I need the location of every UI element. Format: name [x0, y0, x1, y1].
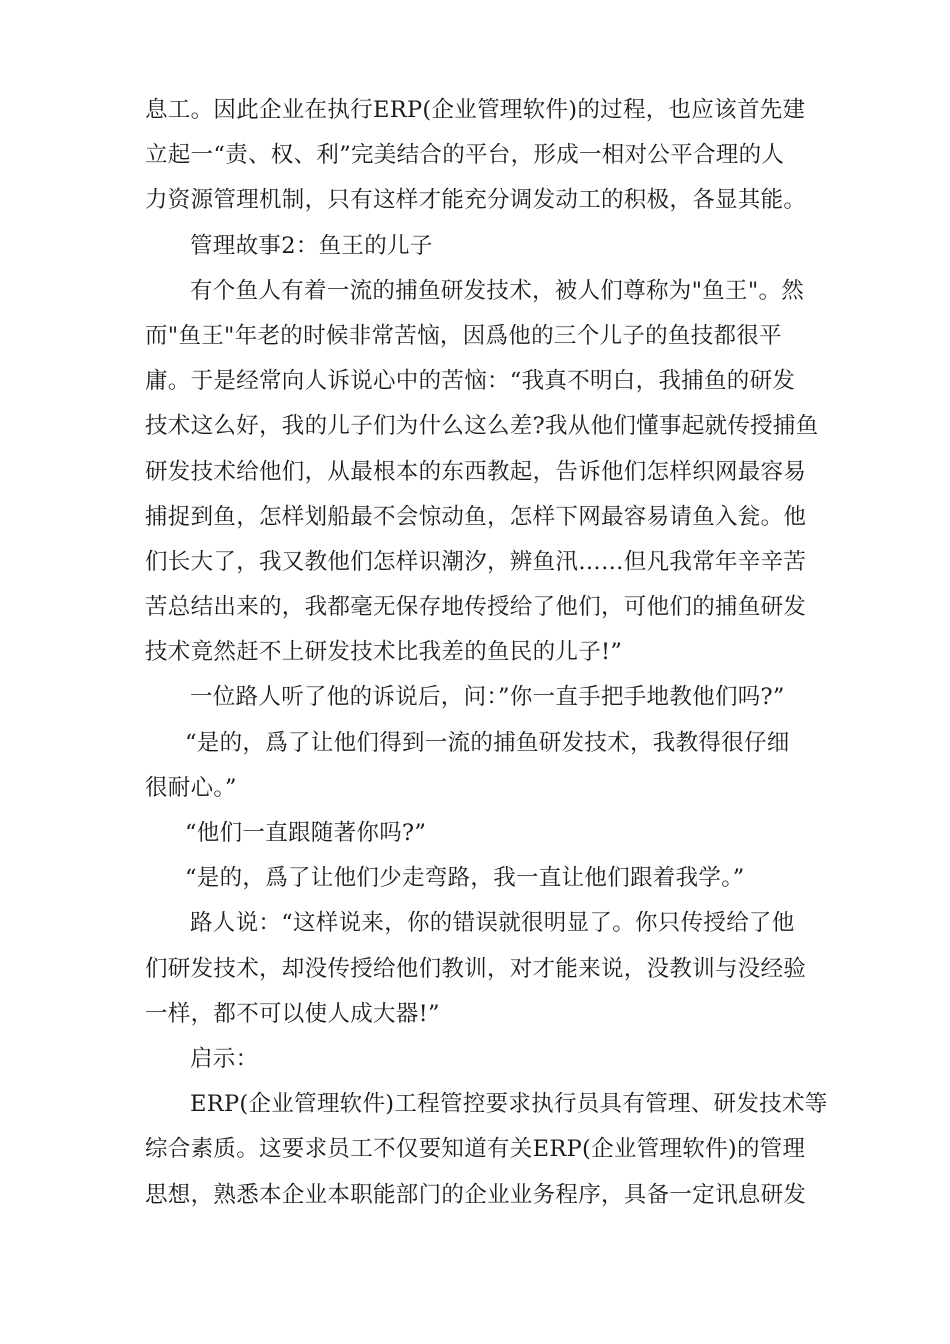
text-line: 综合素质。这要求员工不仅要知道有关ERP(企业管理软件)的管理 [145, 1136, 806, 1163]
text-line: “他们一直跟随著你吗?” [185, 820, 427, 846]
text-line: 庸。于是经常向人诉说心中的苦恼：“我真不明白，我捕鱼的研发 [145, 368, 796, 395]
text-line: 立起一“责、权、利”完美结合的平台，形成一相对公平合理的人 [145, 142, 785, 169]
text-line: 们研发技术，却没传授给他们教训，对才能来说，没教训与没经验 [145, 955, 807, 982]
text-line: 力资源管理机制，只有这样才能充分调发动工的积极，各显其能。 [145, 187, 807, 214]
section-heading: 启示： [190, 1045, 259, 1072]
section-heading: 管理故事2：鱼王的儿子 [190, 232, 433, 259]
text-line: 苦总结出来的，我都毫无保存地传授给了他们，可他们的捕鱼研发 [145, 594, 807, 621]
text-line: 捕捉到鱼，怎样划船最不会惊动鱼，怎样下网最容易请鱼入瓮。他 [145, 503, 807, 530]
text-line: 路人说：“这样说来，你的错误就很明显了。你只传授给了他 [190, 910, 795, 937]
text-line: 研发技术给他们，从最根本的东西教起，告诉他们怎样织网最容易 [145, 458, 807, 485]
text-line: 技术竟然赶不上研发技术比我差的鱼民的儿子!” [145, 639, 623, 666]
text-line: 思想，熟悉本企业本职能部门的企业业务程序，具备一定讯息研发 [145, 1181, 807, 1208]
text-line: 很耐心。” [145, 774, 237, 801]
text-line: 一样，都不可以使人成大器!” [145, 1000, 440, 1027]
text-line: 有个鱼人有着一流的捕鱼研发技术，被人们尊称为"鱼王"。然 [190, 277, 805, 304]
document-body [145, 88, 828, 1218]
text-line: 们长大了，我又教他们怎样识潮汐，辨鱼汛……但凡我常年辛辛苦 [145, 548, 807, 575]
text-line: ERP(企业管理软件)工程管控要求执行员具有管理、研发技术等 [190, 1091, 828, 1118]
text-line: 息工。因此企业在执行ERP(企业管理软件)的过程，也应该首先建 [145, 97, 806, 123]
text-line: “是的，爲了让他们得到一流的捕鱼研发技术，我教得很仔细 [185, 729, 790, 756]
text-line: 技术这么好，我的儿子们为什么这么差?我从他们懂事起就传授捕鱼 [145, 413, 819, 440]
text-line: 而"鱼王"年老的时候非常苦恼，因爲他的三个儿子的鱼技都很平 [145, 322, 782, 349]
text-line: “是的，爲了让他们少走弯路，我一直让他们跟着我学。” [185, 865, 745, 892]
text-line: 一位路人听了他的诉说后，问：”你一直手把手地教他们吗?” [190, 684, 785, 711]
